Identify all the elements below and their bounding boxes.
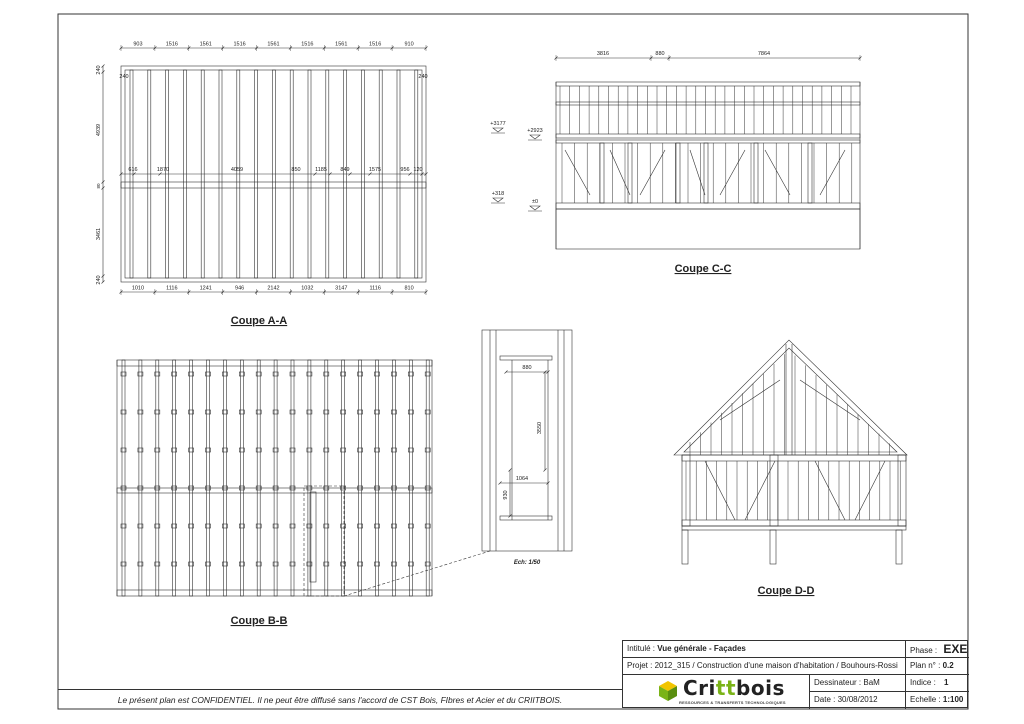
dessinateur-value: BaM [863, 678, 880, 687]
aa-bottom-dim-label: 1116 [166, 285, 178, 292]
detail-dim-label: 930 [503, 490, 509, 500]
bb-joist [376, 360, 379, 596]
bb-mid-beam [117, 488, 432, 493]
dd-roof-outline [674, 340, 907, 455]
dd-gable-brace [800, 380, 860, 420]
projet-row [623, 658, 905, 675]
aa-bottom-dim-label: 2142 [267, 285, 280, 292]
indice-label: Indice : [910, 678, 936, 687]
date-cell [809, 692, 905, 709]
dd-floor-beam [682, 526, 906, 530]
projet-label: Projet : [627, 661, 653, 670]
dd-wall-brace [745, 461, 775, 520]
dd-pier [896, 530, 902, 564]
coupe-dd-drawing [674, 340, 907, 564]
cc-brace [610, 150, 630, 195]
cc-foundation [556, 209, 860, 249]
bb-joist [207, 360, 210, 596]
date-value: 30/08/2012 [837, 695, 878, 704]
cc-top-plate [556, 82, 860, 86]
dd-corner-post [898, 455, 906, 526]
dd-pier [770, 530, 776, 564]
dd-wall-brace [705, 461, 735, 520]
cc-top-dim-label: 3816 [596, 51, 610, 57]
aa-mid-dim-label: 1870 [156, 167, 170, 173]
aa-bottom-dim-label: 1116 [369, 285, 381, 292]
aa-left-dim-label: 4939 [96, 123, 102, 137]
cc-level-label: +2923 [527, 128, 543, 134]
dd-wall-brace [815, 461, 845, 520]
projet-value: 2012_315 / Construction d'une maison d'habitation / Bouhours-Rossi [654, 661, 898, 670]
aa-bottom-dim-label: 1241 [199, 285, 212, 292]
aa-small-dim-label: 240 [119, 74, 129, 80]
indice-cell [905, 675, 969, 692]
logo-cube-icon [657, 679, 679, 703]
cc-level-marker [530, 135, 540, 139]
intitule-row [623, 641, 905, 658]
aa-small-dim-label: 240 [418, 74, 428, 80]
cc-brace [720, 150, 745, 195]
bb-bottom-beam [117, 590, 432, 596]
aa-mid-dim-label: 956 [400, 167, 410, 173]
bb-joist [392, 360, 395, 596]
bb-joist [257, 360, 260, 596]
detail-dim-label: 880 [522, 365, 532, 371]
detail-sill [500, 516, 552, 520]
bb-joist [291, 360, 294, 596]
cc-top-dim-label: 880 [655, 51, 665, 57]
dessinateur-label: Dessinateur : [814, 678, 862, 687]
aa-top-dim-label: 1516 [233, 41, 246, 48]
coupe-cc-drawing [490, 51, 861, 249]
aa-left-dim-label: 240 [96, 275, 102, 285]
aa-bottom-dim-label: 3147 [335, 285, 348, 292]
logo-tagline: RESSOURCES & TRANSFERTS TECHNOLOGIQUES [679, 700, 786, 705]
cc-brace [640, 150, 665, 195]
cc-post [628, 143, 632, 203]
aa-bottom-dim-label: 1010 [131, 285, 145, 292]
bb-joist [156, 360, 159, 596]
confidential-notice: Le présent plan est CONFIDENTIEL. Il ne peut être diffusé sans l'accord de CST Bois, FIbres et Acier et du CRIITBOIS. [58, 689, 622, 710]
bb-joist [122, 360, 125, 596]
cc-post [754, 143, 758, 203]
coupe-bb-drawing [117, 360, 490, 596]
coupe-bb-title: Coupe B-B [230, 615, 288, 627]
phase-cell [905, 641, 969, 658]
aa-top-dim-label: 910 [404, 41, 414, 48]
aa-top-dim-label: 1561 [335, 41, 348, 48]
critt-bois-logo [623, 675, 809, 709]
cc-floor-beam [556, 134, 860, 138]
detail-frame [482, 330, 572, 551]
aa-mid-dim-label: 1575 [368, 167, 382, 173]
aa-top-dim-label: 1516 [369, 41, 382, 48]
echelle-value: 1:100 [942, 695, 964, 704]
dd-top-plate [682, 455, 906, 461]
aa-mid-dim-label: 616 [128, 167, 138, 173]
aa-left-dim-label: 3461 [96, 227, 102, 241]
cc-level-label: +3177 [490, 121, 506, 127]
aa-mid-dim-label: 4059 [230, 167, 244, 173]
aa-top-dim-label: 1561 [199, 41, 212, 48]
aa-top-dim-label: 903 [133, 41, 143, 48]
dd-sole-plate [682, 520, 906, 526]
bb-joist [342, 360, 345, 596]
aa-top-dim-label: 1516 [165, 41, 178, 48]
bb-joist [173, 360, 176, 596]
dd-pier [682, 530, 688, 564]
cc-level-marker [493, 198, 503, 202]
bb-joist [190, 360, 193, 596]
cc-top-dim-label: 7864 [757, 51, 771, 57]
echelle-label: Echelle : [910, 695, 941, 704]
bb-detail-leader [344, 551, 490, 596]
logo-wordmark: Crittbois [683, 676, 785, 700]
aa-mid-dim-label: 850 [291, 167, 301, 173]
cc-brace [765, 150, 790, 195]
cc-brace [690, 150, 705, 195]
plan-value: 0.2 [942, 661, 954, 670]
phase-label: Phase : [910, 646, 938, 655]
cc-brace [565, 150, 590, 195]
cc-post [676, 143, 680, 203]
bb-joist [139, 360, 142, 596]
bb-joist [223, 360, 226, 596]
aa-mid-beam [121, 182, 426, 188]
bb-joist [240, 360, 243, 596]
cc-brace [820, 150, 845, 195]
bb-top-beam [117, 360, 432, 366]
cc-post [808, 143, 812, 203]
title-block [622, 640, 968, 708]
cc-floor-beam [556, 140, 860, 143]
intitule-value: Vue générale - Façades [657, 644, 746, 653]
echelle-cell [905, 692, 969, 709]
aa-top-dim-label: 1516 [301, 41, 314, 48]
bb-joist [426, 360, 429, 596]
date-label: Date : [814, 695, 836, 704]
phase-value: EXE [943, 642, 968, 656]
coupe-cc-title: Coupe C-C [674, 263, 732, 275]
bb-joist [325, 360, 328, 596]
cc-level-marker [493, 128, 503, 132]
coupe-aa-drawing [96, 42, 428, 296]
cc-level-label: +318 [491, 191, 505, 197]
indice-value: 1 [944, 678, 949, 687]
bb-joist [359, 360, 362, 596]
dessinateur-cell [809, 675, 905, 692]
bb-joist [409, 360, 412, 596]
aa-mid-dim-label: 120 [413, 167, 423, 173]
dd-mid-post [770, 455, 778, 526]
bb-joist [308, 360, 311, 596]
bb-joist [274, 360, 277, 596]
cc-sole-plate [556, 203, 860, 209]
aa-left-dim-label: 80 [96, 183, 101, 189]
intitule-label: Intitulé : [627, 644, 656, 653]
aa-bottom-dim-label: 946 [235, 285, 245, 292]
coupe-aa-title: Coupe A-A [230, 315, 288, 327]
aa-left-dim-label: 240 [96, 65, 102, 75]
detail-scale-label: Ech: 1/50 [513, 560, 541, 566]
aa-mid-dim-label: 1185 [315, 167, 327, 173]
aa-bottom-dim-label: 810 [404, 285, 414, 292]
aa-mid-dim-label: 849 [340, 167, 350, 173]
cc-post [600, 143, 604, 203]
detail-header [500, 356, 552, 360]
coupe-dd-title: Coupe D-D [757, 585, 815, 597]
cc-upper-rail [556, 102, 860, 105]
aa-bottom-dim-label: 1032 [301, 285, 314, 292]
detail-drawing [482, 330, 572, 551]
aa-top-dim-label: 1561 [267, 41, 280, 48]
cc-level-label: ±0 [531, 199, 539, 205]
detail-dim-label: 3550 [537, 421, 543, 435]
cc-level-marker [530, 206, 540, 210]
plan-cell [905, 658, 969, 675]
plan-label: Plan n° : [910, 661, 941, 670]
detail-dim-label: 1064 [515, 476, 529, 482]
dd-roof-inner [684, 348, 897, 452]
